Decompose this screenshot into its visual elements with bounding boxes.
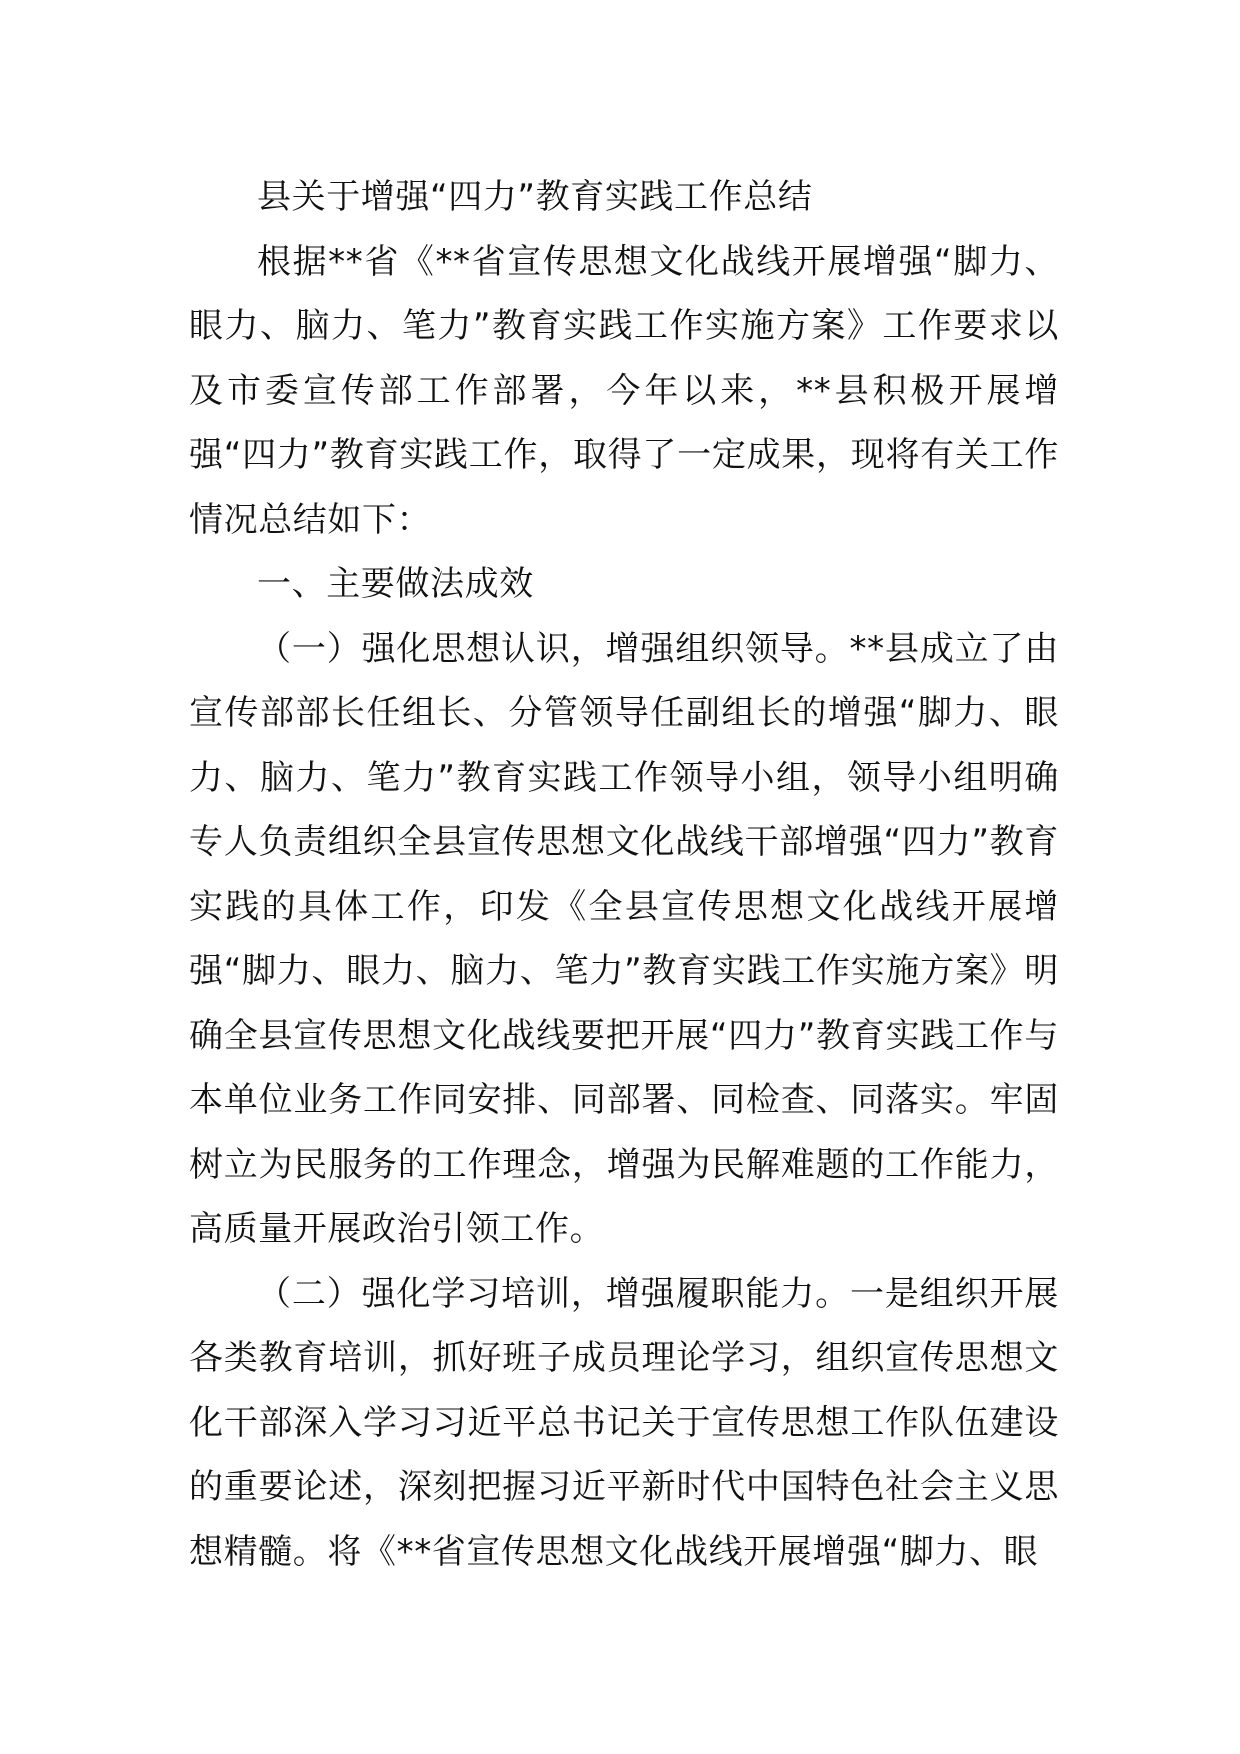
paragraph-intro: 根据**省《**省宣传思想文化战线开展增强“脚力、眼力、脑力、笔力”教育实践工作实施方案》工作要求以及市委宣传部工作部署，今年以来，**县积极开展增强“四力”教育实践工作，取得了一定成果，现将有关工作情况总结如下：: [189, 241, 1059, 540]
paragraph-organization: （一）强化思想认识，增强组织领导。**县成立了由宣传部部长任组长、分管领导任副组长的增强“脚力、眼力、脑力、笔力”教育实践工作领导小组，领导小组明确专人负责组织全县宣传思想文化战线干部增强“四力”教育实践的具体工作，印发《全县宣传思想文化战线开展增强“脚力、眼力、脑力、笔力”教育实践工作实施方案》明确全县宣传思想文化战线要把开展“四力”教育实践工作与本单位业务工作同安排、同部署、同检查、同落实。牢固树立为民服务的工作理念，增强为民解难题的工作能力，高质量开展政治引领工作。: [189, 628, 1059, 1249]
paragraph-training: （二）强化学习培训，增强履职能力。一是组织开展各类教育培训，抓好班子成员理论学习，组织宣传思想文化干部深入学习习近平总书记关于宣传思想工作队伍建设的重要论述，深刻把握习近平新时代中国特色社会主义思想精髓。将《**省宣传思想文化战线开展增强“脚力、眼: [189, 1273, 1059, 1572]
document-title: 县关于增强“四力”教育实践工作总结: [257, 177, 813, 217]
section-heading: 一、主要做法成效: [257, 564, 534, 604]
document-body: [189, 165, 1059, 1584]
